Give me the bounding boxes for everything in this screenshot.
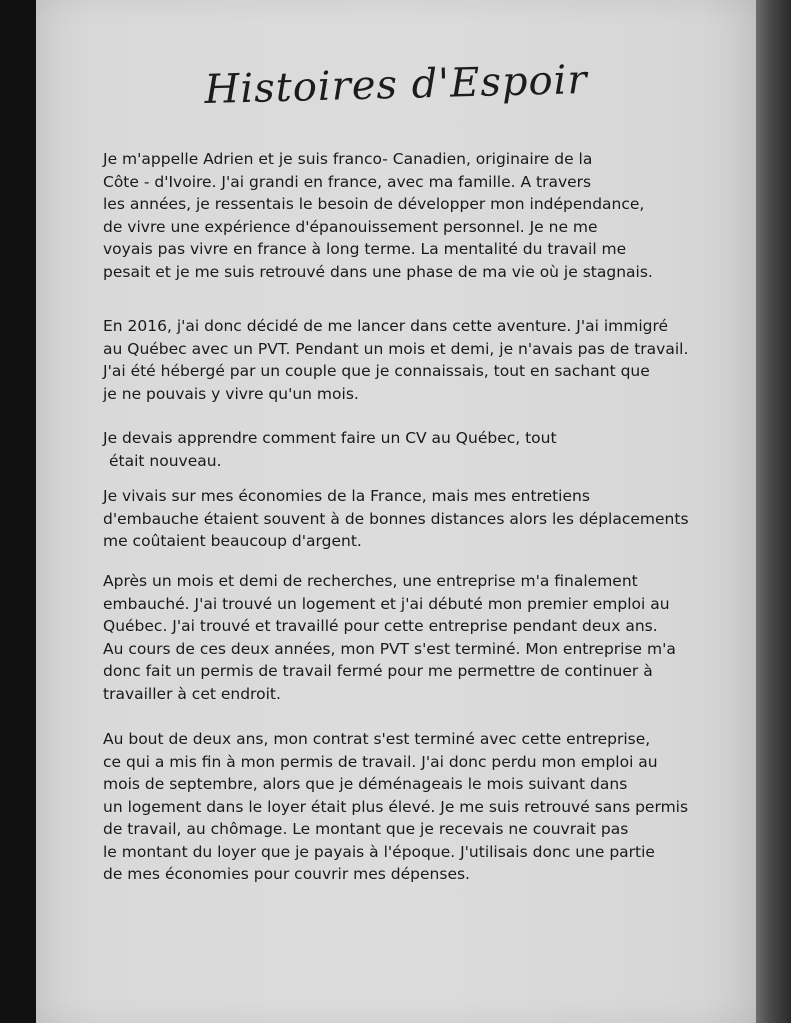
text-line: pesait et je me suis retrouvé dans une phase de ma vie où je stagnais. [103, 262, 653, 281]
text-line: embauché. J'ai trouvé un logement et j'ai débuté mon premier emploi au [103, 594, 670, 613]
text-line: Au cours de ces deux années, mon PVT s'est terminé. Mon entreprise m'a [103, 639, 676, 658]
text-line: me coûtaient beaucoup d'argent. [103, 532, 362, 550]
text-line: voyais pas vivre en france à long terme. La mentalité du travail me [103, 240, 627, 258]
text-line: donc fait un permis de travail fermé pour me permettre de continuer à [103, 662, 653, 680]
text-line: J'ai été hébergé par un couple que je connaissais, tout en sachant que [103, 362, 650, 380]
text-line: de vivre une expérience d'épanouissement personnel. Je ne me [103, 217, 598, 236]
paragraph-1 [103, 148, 703, 283]
text-line: un logement dans le loyer était plus élevé. Je me suis retrouvé sans permis [103, 797, 689, 816]
text-line: les années, je ressentais le besoin de développer mon indépendance, [103, 195, 645, 213]
text-line: était nouveau. [109, 451, 222, 470]
text-line: travailler à cet endroit. [103, 684, 281, 703]
text-line: Côte - d'Ivoire. J'ai grandi en france, avec ma famille. A travers [103, 172, 592, 191]
paragraph-6 [103, 728, 703, 886]
text-line: d'embauche étaient souvent à de bonnes distances alors les déplacements [103, 509, 689, 528]
text-line: Au bout de deux ans, mon contrat s'est terminé avec cette entreprise, [103, 730, 651, 748]
text-line: Je vivais sur mes économies de la France, mais mes entretiens [103, 487, 590, 505]
text-line: Québec. J'ai trouvé et travaillé pour cette entreprise pendant deux ans. [103, 617, 658, 635]
text-line: mois de septembre, alors que je déménageais le mois suivant dans [103, 775, 628, 793]
text-line: de travail, au chômage. Le montant que je recevais ne couvrait pas [103, 820, 629, 838]
page-title: Histoires d'Espoir [203, 56, 589, 114]
paragraph-5 [103, 570, 703, 705]
text-line: En 2016, j'ai donc décidé de me lancer dans cette aventure. J'ai immigré [103, 317, 669, 335]
text-line: de mes économies pour couvrir mes dépenses. [103, 865, 470, 883]
text-line: Après un mois et demi de recherches, une entreprise m'a finalement [103, 572, 638, 590]
page-edge-shadow [756, 0, 791, 1023]
text-line: ce qui a mis fin à mon permis de travail. J'ai donc perdu mon emploi au [103, 752, 658, 771]
text-line: je ne pouvais y vivre qu'un mois. [103, 384, 359, 403]
paragraph-3 [103, 427, 703, 472]
text-line: le montant du loyer que je payais à l'époque. J'utilisais donc une partie [103, 842, 655, 861]
text-line: au Québec avec un PVT. Pendant un mois et demi, je n'avais pas de travail. [103, 339, 689, 358]
text-line: Je m'appelle Adrien et je suis franco- Canadien, originaire de la [103, 150, 593, 168]
paragraph-4 [103, 485, 703, 553]
paragraph-2 [103, 315, 703, 405]
text-line: Je devais apprendre comment faire un CV au Québec, tout [103, 429, 557, 447]
